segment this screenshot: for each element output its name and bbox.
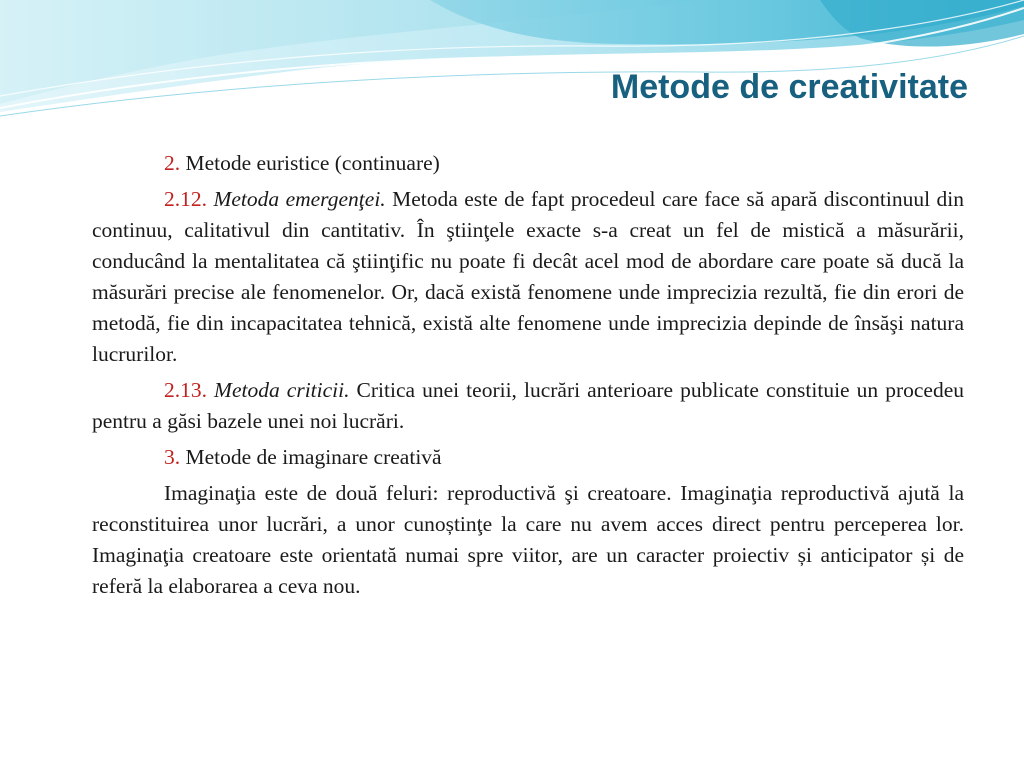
decorative-wave-banner: [0, 0, 1024, 130]
section-number: 2.13.: [164, 378, 207, 402]
slide-body: [92, 148, 964, 607]
method-name: Metoda emergenţei.: [207, 187, 386, 211]
paragraph-emergence-method: [92, 184, 964, 370]
paragraph-text: Critica unei teorii, lucrări anterioare publicate constituie un procedeu pentru a găsi bazele unei noi lucrări.: [92, 378, 964, 433]
paragraph-criticism-method: [92, 375, 964, 437]
paragraph-text: Imaginaţia este de două feluri: reproductivă şi creatoare. Imaginaţia reproductivă ajută la reconstituirea unor lucrări, a unor cunoștinţe la care nu avem acces direct pentru perceperea lor. Imaginaţia creatoare este orientată numai spre viitor, are un caracter proiectiv și anticipator și de referă la elaborarea a ceva nou.: [92, 481, 964, 598]
paragraph-creative-imagination: [92, 442, 964, 473]
section-number: 3.: [164, 445, 181, 469]
paragraph-text: Metode euristice (continuare): [180, 151, 440, 175]
paragraph-imagination-types: [92, 478, 964, 602]
paragraph-text: Metoda este de fapt procedeul care face să apară discontinuul din continuu, calitativul din cantitativ. În ştiinţele exacte s-a creat un fel de mistică a măsurării, conducând la mentalitatea că ştiinţific nu poate fi decât acel mod de abordare care poate să ducă la măsurări precise ale fenomenelor. Or, dacă există fenomene unde imprecizia rezultă, fie din erori de metodă, fie din incapacitatea tehnică, există alte fenomene unde imprecizia depinde de însăşi natura lucrurilor.: [92, 187, 964, 366]
method-name: Metoda criticii.: [207, 378, 350, 402]
section-number: 2.: [164, 151, 181, 175]
slide-title: Metode de creativitate: [610, 68, 968, 106]
section-number: 2.12.: [164, 187, 207, 211]
paragraph-text: Metode de imaginare creativă: [180, 445, 442, 469]
paragraph-heuristic-methods: [92, 148, 964, 179]
